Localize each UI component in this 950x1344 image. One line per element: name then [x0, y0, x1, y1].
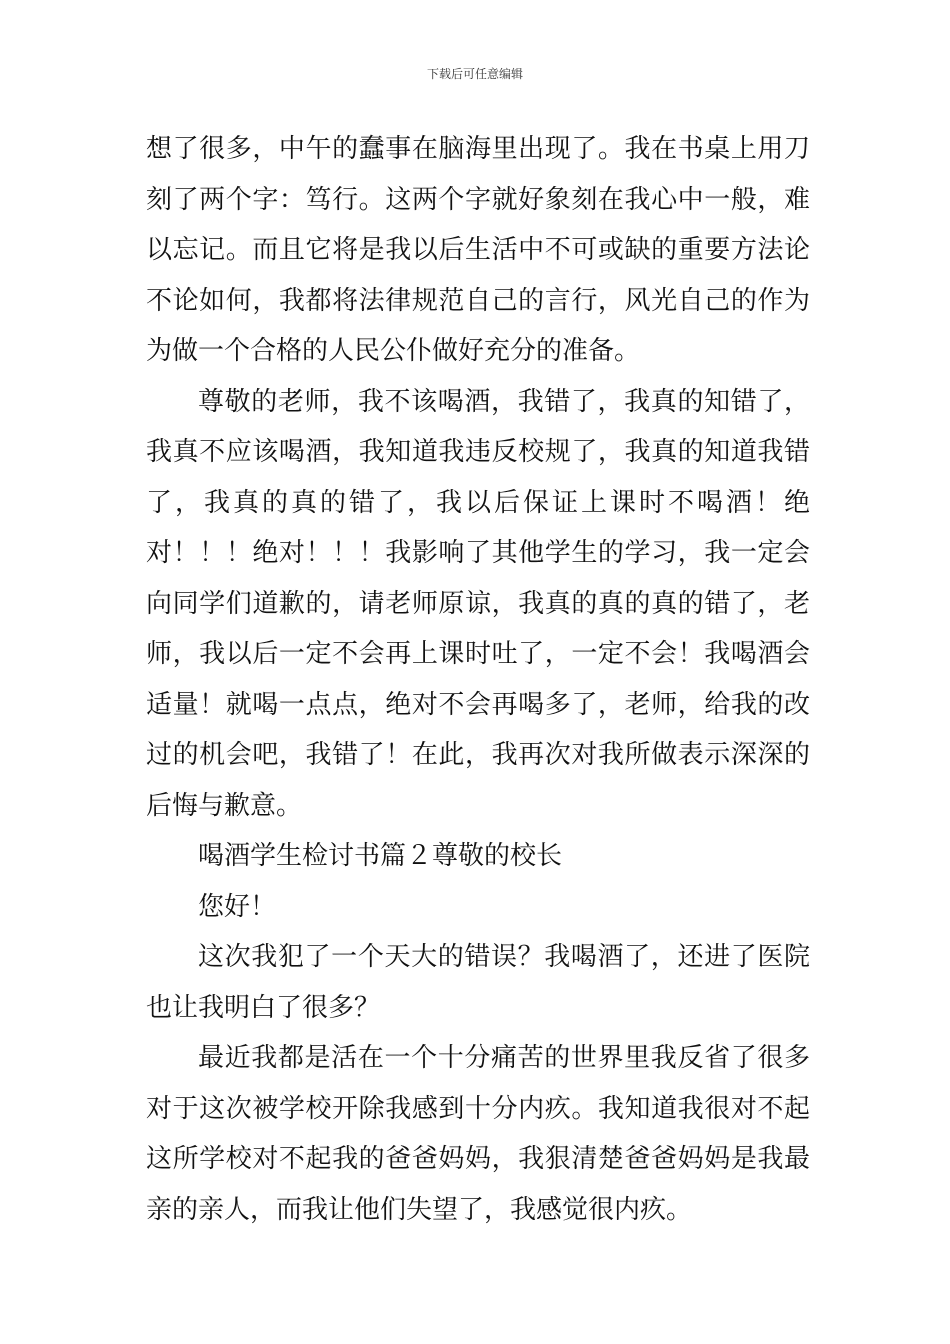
document-body	[146, 124, 810, 1235]
page-header-note: 下载后可任意编辑	[426, 67, 523, 81]
section-heading: 喝酒学生检讨书篇２尊敬的校长	[198, 841, 563, 871]
paragraph-apology: 尊敬的老师，我不该喝酒，我错了，我真的知错了，我真不应该喝酒，我知道我违反校规了，我真的知道我错了，我真的真的错了，我以后保证上课时不喝酒！绝对！！！绝对！！！我影响了其他学生的学习，我一定会向同学们道歉的，请老师原谅，我真的真的真的错了，老师，我以后一定不会再上课时吐了，一定不会！我喝酒会适量！就喝一点点，绝对不会再喝多了，老师，给我的改过的机会吧，我错了！在此，我再次对我所做表示深深的后悔与歉意。	[146, 386, 810, 821]
paragraph-reflection: 最近我都是活在一个十分痛苦的世界里我反省了很多对于这次被学校开除我感到十分内疚。我知道我很对不起这所学校对不起我的爸爸妈妈，我狠清楚爸爸妈妈是我最亲的亲人，而我让他们失望了，我感觉很内疚。	[146, 1043, 810, 1225]
paragraph-confession: 这次我犯了一个天大的错误？我喝酒了，还进了医院也让我明白了很多？	[146, 942, 810, 1023]
paragraph-continuation: 想了很多，中午的蠢事在脑海里出现了。我在书桌上用刀刻了两个字：笃行。这两个字就好象刻在我心中一般，难以忘记。而且它将是我以后生活中不可或缺的重要方法论不论如何，我都将法律规范自己的言行，风光自己的作为为做一个合格的人民公仆做好充分的准备。	[146, 134, 810, 366]
greeting: 您好！	[198, 891, 277, 922]
